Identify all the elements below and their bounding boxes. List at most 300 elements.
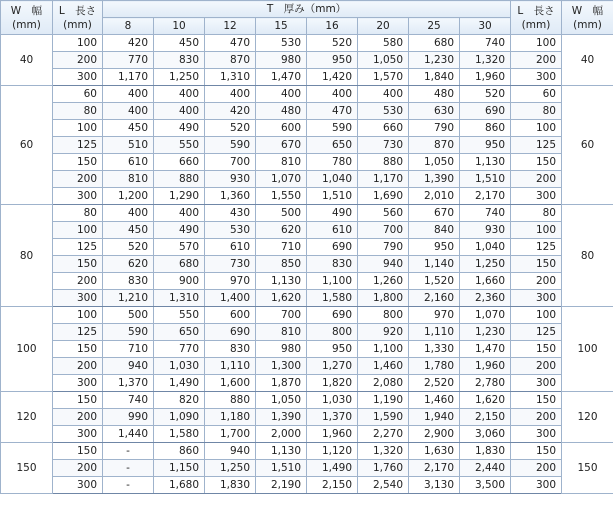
price-cell: 1,040 (307, 171, 358, 188)
price-cell: 470 (205, 35, 256, 52)
price-cell: 2,150 (460, 409, 511, 426)
price-cell: 400 (358, 86, 409, 103)
width-cell: 60 (562, 86, 613, 205)
price-cell: 400 (256, 86, 307, 103)
table-row (1, 426, 613, 443)
price-cell: 490 (154, 222, 205, 239)
price-cell: 1,370 (103, 375, 154, 392)
price-cell: 2,520 (409, 375, 460, 392)
price-cell: 1,510 (307, 188, 358, 205)
length-cell: 150 (53, 154, 103, 171)
table-row (1, 137, 613, 154)
price-cell: 570 (154, 239, 205, 256)
price-cell: 2,170 (460, 188, 511, 205)
length-cell: 125 (511, 324, 562, 341)
price-cell: 680 (409, 35, 460, 52)
length-cell: 300 (511, 375, 562, 392)
table-row (1, 171, 613, 188)
width-cell: 40 (1, 35, 53, 86)
price-cell: 1,130 (460, 154, 511, 171)
price-cell: 880 (205, 392, 256, 409)
price-cell: 510 (103, 137, 154, 154)
price-cell: 2,170 (409, 460, 460, 477)
price-cell: 770 (103, 52, 154, 69)
t-header: T 厚み（mm） (103, 1, 511, 18)
price-cell: 400 (103, 205, 154, 222)
table-row (1, 256, 613, 273)
price-cell: 3,130 (409, 477, 460, 494)
price-cell: 2,540 (358, 477, 409, 494)
price-cell: 730 (358, 137, 409, 154)
price-cell: 990 (103, 409, 154, 426)
price-cell: 1,110 (409, 324, 460, 341)
price-cell: 500 (103, 307, 154, 324)
price-cell: 850 (256, 256, 307, 273)
w-header-unit: (mm) (573, 18, 602, 31)
length-cell: 300 (511, 426, 562, 443)
price-cell: 490 (154, 120, 205, 137)
price-cell: 950 (409, 239, 460, 256)
thickness-header: 12 (205, 18, 256, 35)
price-cell: 1,310 (205, 69, 256, 86)
length-cell: 300 (53, 477, 103, 494)
width-cell: 40 (562, 35, 613, 86)
price-cell: 1,600 (205, 375, 256, 392)
price-cell: 770 (154, 341, 205, 358)
price-cell: 1,390 (256, 409, 307, 426)
length-cell: 200 (53, 358, 103, 375)
price-cell: 1,030 (307, 392, 358, 409)
price-cell: 580 (358, 35, 409, 52)
price-cell: 740 (460, 205, 511, 222)
price-cell: 810 (103, 171, 154, 188)
price-cell: 530 (256, 35, 307, 52)
price-cell: 400 (307, 86, 358, 103)
length-cell: 300 (511, 69, 562, 86)
length-cell: 200 (53, 273, 103, 290)
price-cell: 600 (256, 120, 307, 137)
price-cell: 1,290 (154, 188, 205, 205)
price-cell: 1,200 (103, 188, 154, 205)
length-cell: 200 (511, 52, 562, 69)
price-cell: 1,960 (460, 358, 511, 375)
price-cell: 1,780 (409, 358, 460, 375)
price-cell: 1,040 (460, 239, 511, 256)
price-cell: 1,680 (154, 477, 205, 494)
price-cell: 2,160 (409, 290, 460, 307)
length-cell: 150 (53, 256, 103, 273)
price-cell: 820 (154, 392, 205, 409)
price-cell: 1,440 (103, 426, 154, 443)
price-cell: 600 (205, 307, 256, 324)
length-cell: 150 (511, 154, 562, 171)
width-cell: 60 (1, 86, 53, 205)
table-row (1, 477, 613, 494)
price-cell: 690 (307, 239, 358, 256)
price-cell: 1,460 (358, 358, 409, 375)
price-cell: 1,490 (307, 460, 358, 477)
table-body (1, 35, 613, 494)
table-row (1, 460, 613, 477)
price-cell: 1,960 (307, 426, 358, 443)
price-cell: 1,230 (460, 324, 511, 341)
table-row (1, 52, 613, 69)
length-cell: 60 (511, 86, 562, 103)
price-cell: - (103, 477, 154, 494)
price-cell: 530 (358, 103, 409, 120)
price-cell: 1,510 (460, 171, 511, 188)
price-cell: 1,550 (256, 188, 307, 205)
price-cell: 450 (103, 222, 154, 239)
price-cell: 1,270 (307, 358, 358, 375)
length-cell: 200 (511, 273, 562, 290)
price-cell: 730 (205, 256, 256, 273)
price-cell: 1,170 (358, 171, 409, 188)
price-cell: 1,400 (205, 290, 256, 307)
table-row (1, 35, 613, 52)
price-cell: 810 (256, 324, 307, 341)
length-cell: 300 (511, 290, 562, 307)
price-cell: 870 (409, 137, 460, 154)
price-cell: 3,060 (460, 426, 511, 443)
price-cell: 950 (307, 52, 358, 69)
price-cell: 980 (256, 341, 307, 358)
table-row (1, 188, 613, 205)
price-cell: 950 (460, 137, 511, 154)
length-cell: 100 (511, 120, 562, 137)
price-cell: 970 (409, 307, 460, 324)
price-cell: 790 (409, 120, 460, 137)
price-cell: 590 (307, 120, 358, 137)
price-cell: 590 (205, 137, 256, 154)
thickness-header: 15 (256, 18, 307, 35)
price-cell: 520 (307, 35, 358, 52)
table-row (1, 69, 613, 86)
price-cell: 520 (103, 239, 154, 256)
length-cell: 125 (53, 324, 103, 341)
price-cell: 660 (358, 120, 409, 137)
length-cell: 100 (511, 222, 562, 239)
w-header-label: W 幅 (10, 4, 43, 17)
thickness-header: 16 (307, 18, 358, 35)
price-cell: 1,250 (205, 460, 256, 477)
price-cell: 1,510 (256, 460, 307, 477)
length-cell: 300 (511, 188, 562, 205)
length-cell: 150 (53, 392, 103, 409)
table-row (1, 307, 613, 324)
price-cell: 660 (154, 154, 205, 171)
price-cell: 450 (154, 35, 205, 52)
price-cell: 400 (205, 86, 256, 103)
price-cell: 1,050 (256, 392, 307, 409)
table-row (1, 375, 613, 392)
w-header-left (1, 1, 53, 35)
length-cell: 200 (511, 460, 562, 477)
price-cell: 650 (307, 137, 358, 154)
price-cell: - (103, 460, 154, 477)
price-cell: 620 (256, 222, 307, 239)
price-cell: 520 (205, 120, 256, 137)
length-cell: 150 (53, 341, 103, 358)
length-cell: 100 (53, 222, 103, 239)
price-cell: 630 (409, 103, 460, 120)
price-cell: 930 (460, 222, 511, 239)
table-row (1, 154, 613, 171)
length-cell: 150 (511, 256, 562, 273)
width-cell: 120 (1, 392, 53, 443)
price-cell: 1,370 (307, 409, 358, 426)
price-cell: 1,070 (460, 307, 511, 324)
price-cell: 1,520 (409, 273, 460, 290)
table-row (1, 222, 613, 239)
price-cell: 1,150 (154, 460, 205, 477)
price-cell: 1,940 (409, 409, 460, 426)
price-cell: 1,570 (358, 69, 409, 86)
price-cell: 830 (103, 273, 154, 290)
price-cell: 1,870 (256, 375, 307, 392)
width-cell: 100 (1, 307, 53, 392)
table-row (1, 358, 613, 375)
l-header-unit: (mm) (521, 18, 551, 31)
length-cell: 80 (511, 103, 562, 120)
price-cell: 1,620 (460, 392, 511, 409)
price-cell: 610 (205, 239, 256, 256)
price-cell: 830 (307, 256, 358, 273)
price-cell: 1,800 (358, 290, 409, 307)
length-cell: 80 (511, 205, 562, 222)
price-cell: 870 (205, 52, 256, 69)
price-cell: 1,960 (460, 69, 511, 86)
thickness-header: 25 (409, 18, 460, 35)
price-cell: 1,250 (460, 256, 511, 273)
price-cell: 1,120 (307, 443, 358, 460)
price-cell: 1,660 (460, 273, 511, 290)
price-cell: 710 (103, 341, 154, 358)
length-cell: 300 (53, 69, 103, 86)
length-cell: 60 (53, 86, 103, 103)
length-cell: 300 (53, 426, 103, 443)
width-cell: 80 (562, 205, 613, 307)
price-cell: 1,330 (409, 341, 460, 358)
thickness-header: 20 (358, 18, 409, 35)
price-cell: 1,190 (358, 392, 409, 409)
price-cell: 2,010 (409, 188, 460, 205)
price-cell: 2,080 (358, 375, 409, 392)
width-cell: 80 (1, 205, 53, 307)
width-cell: 150 (1, 443, 53, 494)
table-row (1, 205, 613, 222)
price-cell: 1,460 (409, 392, 460, 409)
price-cell: 1,210 (103, 290, 154, 307)
price-cell: 2,900 (409, 426, 460, 443)
price-cell: 1,180 (205, 409, 256, 426)
price-cell: 2,780 (460, 375, 511, 392)
price-cell: 400 (103, 86, 154, 103)
w-header-unit: (mm) (12, 18, 41, 31)
price-cell: 560 (358, 205, 409, 222)
price-cell: 2,360 (460, 290, 511, 307)
length-cell: 100 (511, 307, 562, 324)
length-cell: 300 (53, 290, 103, 307)
price-cell: 1,590 (358, 409, 409, 426)
price-cell: 1,830 (460, 443, 511, 460)
l-header-label: L 長さ (58, 4, 97, 17)
table-row (1, 324, 613, 341)
price-cell: 1,470 (256, 69, 307, 86)
price-cell: 2,190 (256, 477, 307, 494)
price-cell: 650 (154, 324, 205, 341)
price-cell: 400 (154, 103, 205, 120)
thickness-header: 8 (103, 18, 154, 35)
price-cell: 1,490 (154, 375, 205, 392)
length-cell: 300 (53, 188, 103, 205)
price-cell: 470 (307, 103, 358, 120)
price-cell: 610 (103, 154, 154, 171)
l-header-unit: (mm) (63, 18, 92, 31)
price-cell: 1,620 (256, 290, 307, 307)
w-header-label: W 幅 (571, 4, 604, 17)
price-cell: 930 (205, 171, 256, 188)
thickness-header: 30 (460, 18, 511, 35)
price-cell: 1,830 (205, 477, 256, 494)
table-row (1, 392, 613, 409)
price-cell: 480 (256, 103, 307, 120)
price-cell: 1,260 (358, 273, 409, 290)
price-cell: 970 (205, 273, 256, 290)
table-row (1, 409, 613, 426)
price-cell: 740 (460, 35, 511, 52)
price-cell: 480 (409, 86, 460, 103)
length-cell: 200 (511, 171, 562, 188)
length-cell: 100 (53, 120, 103, 137)
length-cell: 200 (53, 409, 103, 426)
price-cell: 800 (358, 307, 409, 324)
price-cell: 860 (460, 120, 511, 137)
price-cell: 500 (256, 205, 307, 222)
length-cell: 125 (53, 239, 103, 256)
price-cell: 2,000 (256, 426, 307, 443)
thickness-header: 10 (154, 18, 205, 35)
price-cell: 880 (358, 154, 409, 171)
price-cell: 1,170 (103, 69, 154, 86)
price-cell: 700 (256, 307, 307, 324)
price-cell: 950 (307, 341, 358, 358)
price-cell: 430 (205, 205, 256, 222)
price-cell: 780 (307, 154, 358, 171)
length-cell: 150 (511, 341, 562, 358)
width-cell: 150 (562, 443, 613, 494)
price-cell: 1,030 (154, 358, 205, 375)
table-row (1, 120, 613, 137)
table-header (1, 1, 613, 35)
price-cell: 1,140 (409, 256, 460, 273)
length-cell: 300 (53, 375, 103, 392)
price-cell: 620 (103, 256, 154, 273)
price-cell: 1,360 (205, 188, 256, 205)
length-cell: 200 (53, 52, 103, 69)
price-cell: 1,110 (205, 358, 256, 375)
price-cell: 1,130 (256, 443, 307, 460)
price-cell: 1,630 (409, 443, 460, 460)
price-cell: 1,700 (205, 426, 256, 443)
length-cell: 80 (53, 103, 103, 120)
table-row (1, 103, 613, 120)
price-cell: 420 (103, 35, 154, 52)
price-cell: 700 (358, 222, 409, 239)
price-cell: 1,580 (307, 290, 358, 307)
width-cell: 120 (562, 392, 613, 443)
price-cell: 1,320 (358, 443, 409, 460)
price-cell: 1,250 (154, 69, 205, 86)
length-cell: 125 (511, 239, 562, 256)
price-cell: 610 (307, 222, 358, 239)
price-cell: 800 (307, 324, 358, 341)
price-cell: 1,470 (460, 341, 511, 358)
price-cell: 2,150 (307, 477, 358, 494)
length-cell: 150 (53, 443, 103, 460)
price-cell: 530 (205, 222, 256, 239)
price-cell: 550 (154, 307, 205, 324)
price-cell: 690 (460, 103, 511, 120)
length-cell: 100 (53, 35, 103, 52)
l-header-label: L 長さ (517, 4, 555, 17)
price-cell: 940 (205, 443, 256, 460)
price-cell: 940 (358, 256, 409, 273)
price-cell: 810 (256, 154, 307, 171)
price-cell: 1,690 (358, 188, 409, 205)
table-row (1, 341, 613, 358)
table-row (1, 443, 613, 460)
price-cell: 690 (307, 307, 358, 324)
price-cell: 1,100 (358, 341, 409, 358)
price-cell: 590 (103, 324, 154, 341)
table-row (1, 86, 613, 103)
price-cell: 1,130 (256, 273, 307, 290)
price-cell: 880 (154, 171, 205, 188)
length-cell: 100 (53, 307, 103, 324)
price-cell: 710 (256, 239, 307, 256)
length-cell: 125 (53, 137, 103, 154)
price-cell: 1,090 (154, 409, 205, 426)
price-cell: 830 (154, 52, 205, 69)
length-cell: 150 (511, 443, 562, 460)
price-cell: 860 (154, 443, 205, 460)
price-cell: 680 (154, 256, 205, 273)
price-cell: 400 (103, 103, 154, 120)
w-header-right (562, 1, 613, 35)
price-cell: - (103, 443, 154, 460)
price-cell: 1,420 (307, 69, 358, 86)
price-cell: 1,050 (358, 52, 409, 69)
table-row (1, 290, 613, 307)
length-cell: 200 (511, 358, 562, 375)
price-cell: 1,070 (256, 171, 307, 188)
price-cell: 1,820 (307, 375, 358, 392)
length-cell: 200 (53, 460, 103, 477)
price-cell: 1,580 (154, 426, 205, 443)
price-cell: 940 (103, 358, 154, 375)
price-cell: 920 (358, 324, 409, 341)
l-header-right (511, 1, 562, 35)
price-cell: 790 (358, 239, 409, 256)
price-cell: 1,310 (154, 290, 205, 307)
table-row (1, 273, 613, 290)
l-header-left (53, 1, 103, 35)
price-cell: 2,270 (358, 426, 409, 443)
price-cell: 450 (103, 120, 154, 137)
table-row (1, 239, 613, 256)
price-cell: 1,230 (409, 52, 460, 69)
